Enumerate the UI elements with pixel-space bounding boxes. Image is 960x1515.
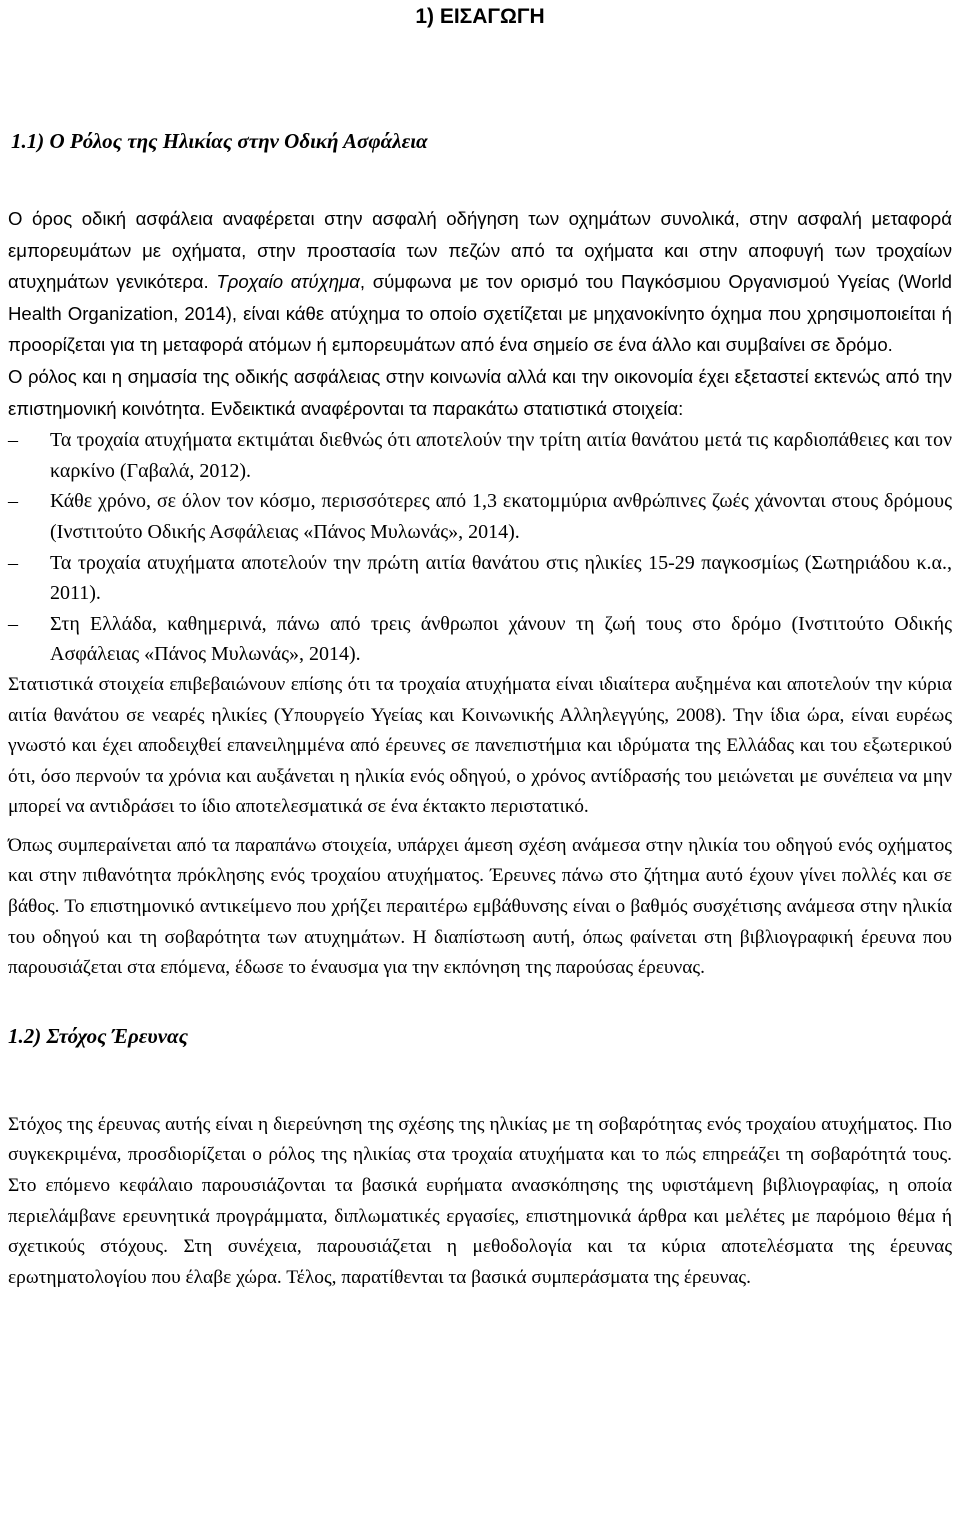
list-item [8, 486, 952, 547]
list-item-text: Κάθε χρόνο, σε όλον τον κόσμο, περισσότερες από 1,3 εκατομμύρια ανθρώπινες ζωές χάνονται στους δρόμους (Ινστιτούτο Οδικής Ασφάλειας «Πάνος Μυλωνάς», 2014). [50, 490, 952, 543]
list-item [8, 425, 952, 486]
list-item-text: Τα τροχαία ατυχήματα αποτελούν την πρώτη αιτία θανάτου στις ηλικίες 15-29 παγκοσμίως (Σωτηριάδου κ.α., 2011). [50, 551, 952, 605]
paragraph-road-safety-definition [8, 204, 952, 362]
paragraph-research-goal: Στόχος της έρευνας αυτής είναι η διερεύνηση της σχέσης της ηλικίας με τη σοβαρότητας ενός τροχαίου ατυχήματος. Πιο συγκεκριμένα, προσδιορίζεται ο ρόλος της ηλικίας στα τροχαία ατυχήματα και το πώς επηρεάζει τη σοβαρότητά τους. Στο επόμενο κεφάλαιο παρουσιάζονται τα βασικά ευρήματα ανασκόπησης της υφιστάμενη βιβλιογραφίας, η οποία περιελάμβανε ερευνητικά προγράμματα, διπλωματικές εργασίες, επιστημονικά άρθρα και μελέτες με παρόμοιο θέμα ή σχετικούς στόχους. Στη συνέχεια, παρουσιάζεται η μεθοδολογία και τα κύρια αποτελέσματα της έρευνας ερωτηματολογίου που έλαβε χώρα. Τέλος, παρατίθενται τα βασικά συμπεράσματα της έρευνας. [8, 1113, 952, 1288]
dash-bullet: – [8, 551, 18, 574]
section-heading-1-2: 1.2) Στόχος Έρευνας [8, 1023, 189, 1048]
list-item-text: Τα τροχαία ατυχήματα εκτιμάται διεθνώς ότι αποτελούν την τρίτη αιτία θανάτου μετά τις καρδιοπάθειες και τον καρκίνο (Γαβαλά, 2012). [50, 429, 952, 482]
paragraph-text: Ο ρόλος και η σημασία της οδικής ασφάλειας στην κοινωνία αλλά και την οικονομία έχει εξεταστεί εκτενώς από την επιστημονική κοινότητα. Ενδεικτικά αναφέρονται τα παρακάτω στατιστικά στοιχεία: [8, 365, 952, 419]
paragraph-age-relation: Όπως συμπεραίνεται από τα παραπάνω στοιχεία, υπάρχει άμεση σχέση ανάμεσα στην ηλικία του οδηγού ενός οχήματος και στην πιθανότητα πρόκλησης ενός τροχαίου ατυχήματος. Έρευνες πάνω στο ζήτημα αυτό έχουν γίνει πολλές και σε βάθος. Το επιστημονικό αντικείμενο που χρήζει περαιτέρω εμβάθυνσης είναι ο βαθμός συσχέτισης ανάμεσα στην ηλικία του οδηγού και τη σοβαρότητα των ατυχημάτων. Η διαπίστωση αυτή, όπως φαίνεται στη βιβλιογραφική έρευνα που παρουσιάζεται στα επόμενα, έδωσε το έναυσμα για την εκπόνηση της παρούσας έρευνας. [8, 834, 952, 979]
paragraph-statistics-intro [8, 362, 952, 425]
list-item-text: Στη Ελλάδα, καθημερινά, πάνω από τρεις άνθρωποι χάνουν τη ζωή τους στο δρόμο (Ινστιτούτο Οδικής Ασφάλειας «Πάνος Μυλωνάς», 2014). [50, 612, 952, 666]
list-item [8, 609, 952, 670]
list-item [8, 548, 952, 609]
paragraph-text: , σύμφωνα με τον ορισμό του Παγκόσμιου Οργανισμού Υγείας (World Health Organization, 2014), είναι κάθε ατύχημα το οποίο σχετίζεται με μηχανοκίνητο όχημα που χρησιμοποιείται ή προορίζεται για τη μεταφορά ατόμων ή εμπορευμάτων από ένα σημείο σε ένα άλλο και συμβαίνει σε δρόμο. [8, 271, 952, 356]
paragraph-text: Ο όρος οδική ασφάλεια αναφέρεται στην ασφαλή οδήγηση των οχημάτων συνολικά, στην ασφαλή μεταφορά εμπορευμάτων με οχήματα, στην προστασία των πεζών από τα οχήματα και στην αποφυγή των τροχαίων ατυχημάτων γενικότερα. [8, 208, 952, 293]
italic-term: Τροχαίο ατύχημα [216, 271, 360, 293]
statistics-list [8, 425, 952, 670]
paragraph-young-ages: Στατιστικά στοιχεία επιβεβαιώνουν επίσης ότι τα τροχαία ατυχήματα είναι ιδιαίτερα αυξημένα και αποτελούν την κύρια αιτία θανάτου σε νεαρές ηλικίες (Υπουργείο Υγείας και Κοινωνικής Αλληλεγγύης, 2008). Την ίδια ώρα, είναι ευρέως γνωστό και έχει αποδειχθεί επανειλημμένα από έρευνες σε πανεπιστήμια και ιδρύματα της Ελλάδας και του εξωτερικού ότι, όσο περνούν τα χρόνια και αυξάνεται η ηλικία ενός οδηγού, ο χρόνος αντίδρασής του μειώνεται με συνέπεια να μην μπορεί να αντιδράσει το ίδιο αποτελεσματικά σε ένα έκτακτο περιστατικό. [8, 673, 952, 818]
chapter-title: 1) ΕΙΣΑΓΩΓΗ [415, 5, 545, 28]
dash-bullet: – [8, 612, 18, 635]
section-heading-1-1: 1.1) Ο Ρόλος της Ηλικίας στην Οδική Ασφάλεια [11, 129, 428, 153]
dash-bullet: – [8, 429, 18, 452]
dash-bullet: – [8, 490, 18, 513]
